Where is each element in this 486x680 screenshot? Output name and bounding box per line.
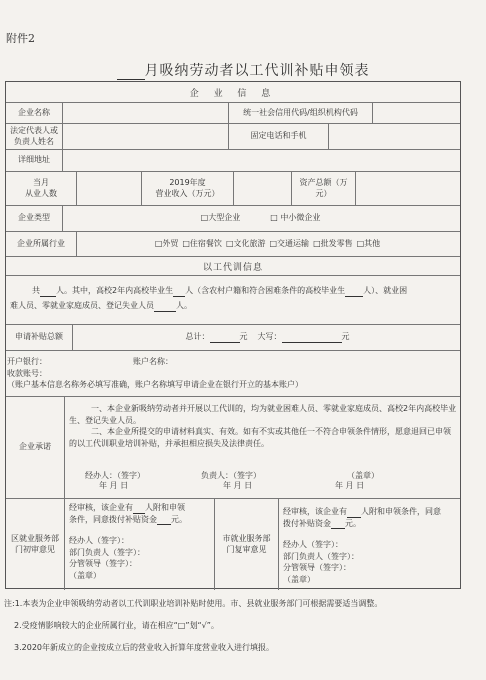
revenue-field[interactable] [233, 172, 291, 205]
district-dept-head: 部门负责人（签字）： [69, 547, 145, 557]
month-employed-field[interactable] [76, 172, 141, 205]
phone-field[interactable] [328, 124, 462, 149]
label-industry: 企业所属行业 [17, 238, 65, 248]
commitment-responsible: 负责人：（签字） 年 月 日 [201, 471, 261, 491]
district-review-content: 经审核，该企业有 人附和申领 条件，同意拨付补贴资金 元。 经办人（签字）： 部门负责人（签字）： 分管领导（签字）： （盖章） [64, 499, 214, 590]
city-seal: （盖章） [283, 574, 315, 584]
row-company-type [6, 205, 460, 231]
row-company-name [6, 102, 460, 123]
subsidy-uppercase-blank[interactable] [282, 333, 342, 343]
label-company-type: 企业类型 [18, 213, 50, 223]
training-section-header: 以工代训信息 [6, 256, 460, 275]
commitment-clause-2: 二、本企业所提交的申请材料真实、有效。如有不实或其他任一不符合申领条件情形，愿意退回已申领的以工代训职业培训补贴，并承担相应损失及法律责任。 [69, 427, 451, 448]
city-leader: 分管领导（签字）： [283, 563, 351, 573]
commitment-clause-1: 一、本企业新吸纳劳动者并开展以工代训的，均为就业困难人员、零就业家庭成员、高校2年内高校毕业生、登记失业人员。 [69, 404, 457, 425]
row-subsidy [6, 324, 460, 350]
city-review-content: 经审核，该企业有 人附和申领条件，同意 拨付补贴资金 元。 经办人（签字）： 部门负责人（签字）： 分管领导（签字）： （盖章） [278, 499, 462, 590]
label-subsidy-total: 申请补贴总额 [15, 332, 63, 342]
option-other[interactable]: □其他 [356, 238, 381, 248]
bank-info [6, 353, 460, 394]
credit-code-field[interactable] [372, 103, 462, 123]
commitment-content [64, 397, 462, 498]
district-manager: 经办人（签字）： [69, 536, 129, 546]
city-manager: 经办人（签字）： [283, 540, 343, 550]
label-legal-rep: 法定代表人或 负责人姓名 [10, 126, 58, 146]
city-count-blank[interactable] [347, 508, 361, 518]
label-bank: 开户银行： [7, 357, 47, 366]
total-count-blank[interactable] [40, 287, 56, 297]
row-commitment [6, 396, 460, 498]
city-amount-blank[interactable] [331, 519, 345, 529]
label-city-review: 市就业服务部 门复审意见 [214, 499, 278, 590]
subsidy-amount-area: 总计： 元 大写： 元 [72, 325, 462, 350]
option-retail[interactable]: □批发零售 [313, 238, 353, 248]
training-paragraph-2: 难人员、零就业家庭成员、登记失业人员 人。 [10, 301, 192, 310]
note-1: 注:1.本表为企业申领吸纳劳动者以工代训职业培训补贴时使用。市、县就业服务部门可根据需要适当调整。 [4, 599, 383, 608]
label-phone: 固定电话和手机 [228, 124, 328, 149]
city-dept-head: 部门负责人（签字）： [283, 551, 359, 561]
enterprise-section-header: 企 业 信 息 [189, 88, 277, 99]
assets-field[interactable] [355, 172, 462, 205]
unemployed-blank[interactable] [154, 302, 176, 312]
attachment-label: 附件2 [6, 32, 35, 45]
industry-options [76, 232, 462, 256]
training-paragraph: 共 人。其中，高校2年内高校毕业生 人（含农村户籍和符合困难条件的高校毕业生 人）、就业困 [32, 286, 408, 295]
note-3: 3.2020年新成立的企业按成立后的营业收入折算年度营业收入进行填报。 [14, 643, 274, 652]
label-address: 详细地址 [18, 155, 50, 165]
label-revenue: 2019年度 营业收入（万元） [141, 172, 233, 205]
note-2: 2.受疫情影响较大的企业所属行业，请在相应“□”划“√”。 [14, 621, 219, 630]
label-account-no: 收款账号： [7, 368, 47, 378]
option-tourism[interactable]: □文化旅游 [225, 238, 266, 248]
form-title: 月吸纳劳动者以工代训补贴申领表 [0, 60, 486, 80]
label-account-name: 账户名称： [133, 357, 173, 366]
application-form [5, 81, 461, 589]
label-credit-code: 统一社会信用代码/组织机构代码 [228, 103, 372, 123]
option-sme[interactable]: □ 中小微企业 [270, 213, 321, 223]
label-company-name: 企业名称 [18, 107, 50, 117]
option-foreign-trade[interactable]: □外贸 [154, 238, 179, 248]
commitment-manager: 经办人：（签字） 年 月 日 [85, 471, 145, 491]
row-address [6, 149, 460, 171]
district-count-blank[interactable] [133, 504, 145, 514]
row-training-info [6, 275, 460, 324]
legal-rep-field[interactable] [62, 124, 228, 149]
option-large-enterprise[interactable]: □大型企业 [200, 213, 241, 223]
option-catering[interactable]: □住宿餐饮 [182, 238, 222, 248]
month-blank[interactable] [117, 65, 145, 80]
row-legal-rep [6, 123, 460, 149]
commitment-seal: （盖章） 年 月 日 [335, 471, 379, 491]
label-commitment: 企业承诺 [19, 442, 51, 452]
rural-graduates-blank[interactable] [345, 287, 363, 297]
bank-note: （账户基本信息名称务必填写准确，账户名称填写申请企业在银行开立的基本账户） [7, 380, 303, 390]
row-industry [6, 231, 460, 256]
label-assets: 资产总额（万 元） [291, 172, 355, 205]
company-name-field[interactable] [62, 103, 228, 123]
company-type-options [62, 206, 462, 231]
option-transport[interactable]: □交通运输 [269, 238, 310, 248]
district-amount-blank[interactable] [157, 515, 171, 525]
subsidy-total-blank[interactable] [210, 333, 240, 343]
label-month-employed: 当月 从业人数 [25, 178, 57, 198]
row-review [6, 498, 460, 590]
row-bank [6, 350, 460, 396]
address-field[interactable] [62, 150, 462, 171]
district-leader: 分管领导（签字）： [69, 559, 137, 569]
label-district-review: 区就业服务部 门初审意见 [11, 534, 59, 554]
row-scale [6, 171, 460, 205]
district-seal: （盖章） [69, 570, 101, 580]
graduates-blank[interactable] [173, 287, 185, 297]
